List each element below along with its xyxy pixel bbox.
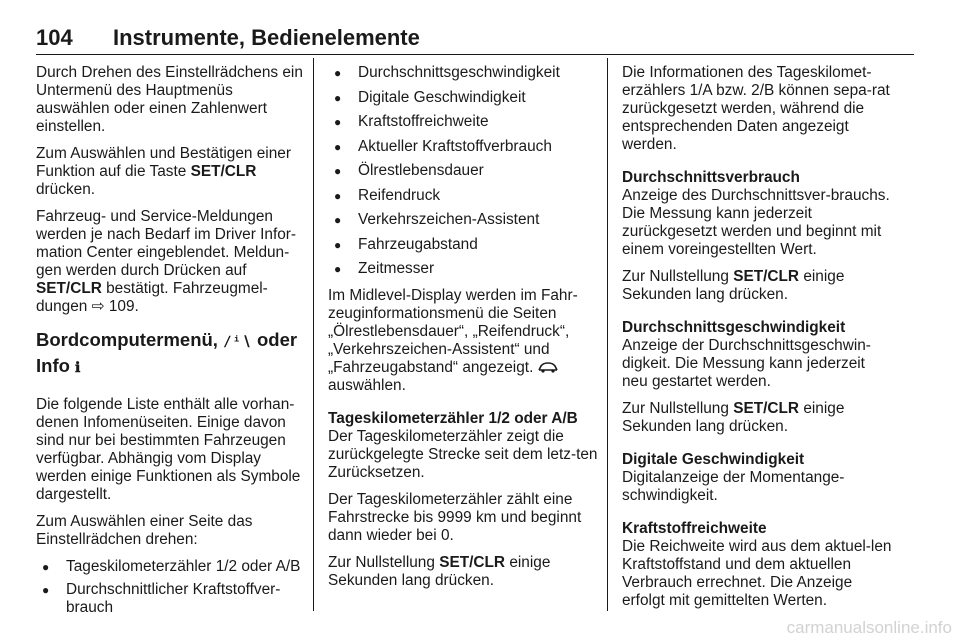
list-item: ● Fahrzeugabstand xyxy=(328,236,600,254)
subheading: Tageskilometerzähler 1/2 oder A/B xyxy=(328,410,578,427)
paragraph: Durch Drehen des Einstellrädchens ein Untermenü des Hauptmenüs auswählen oder einen Zahlenwert einstellen. xyxy=(36,64,303,135)
paragraph: Die Reichweite wird aus dem aktuel‐len Kraftstoffstand und dem aktuellen Verbrauch errechnet. Die Anzeige erfolgt mit gemittelten Werten. xyxy=(622,538,892,609)
paragraph: Im Midlevel-Display werden im Fahr‐zeuginformationsmenü die Seiten „Ölrestlebensdauer“, „Reifendruck“, „Verkehrszeichen-Assistent“ und „Fahrzeugabstand“ angezeigt. auswählen. xyxy=(328,287,578,394)
key-label: SET/CLR xyxy=(190,163,257,180)
car-icon xyxy=(538,361,558,373)
subheading: Durchschnittsgeschwindigkeit xyxy=(622,319,846,336)
section-heading: Bordcomputermenü, ∕ⁱ∖ oder Info ℹ xyxy=(36,329,298,376)
column-1 xyxy=(36,64,308,626)
page-ref-link[interactable]: 109. xyxy=(104,298,139,315)
subheading: Kraftstoffreichweite xyxy=(622,520,767,537)
subheading: Digitale Geschwindigkeit xyxy=(622,451,805,468)
trip-computer-icon: ∕ⁱ∖ xyxy=(223,334,252,350)
paragraph: Zum Auswählen einer Seite das Einstellrädchen drehen: xyxy=(36,513,253,548)
paragraph: Zur Nullstellung SET/CLR einige Sekunden lang drücken. xyxy=(622,268,845,303)
page-number: 104 xyxy=(36,25,73,50)
list-item: ● Durchschnittlicher Kraftstoffver‐brauch xyxy=(36,581,308,617)
list-item: ● Kraftstoffreichweite xyxy=(328,113,600,131)
paragraph: Digitalanzeige der Momentange‐schwindigkeit. xyxy=(622,469,845,504)
key-label: SET/CLR xyxy=(733,268,800,285)
paragraph: Anzeige des Durchschnittsver‐brauchs. Die Messung kann jederzeit zurückgesetzt werden und beginnt mit einem voreingestellten Wert. xyxy=(622,187,890,258)
bullet-list xyxy=(36,558,308,617)
column-2 xyxy=(328,64,600,599)
paragraph: Der Tageskilometerzähler zählt eine Fahrstrecke bis 9999 km und beginnt dann wieder bei 0. xyxy=(328,491,582,544)
key-label: SET/CLR xyxy=(733,400,800,417)
watermark: carmanualsonline.info xyxy=(786,618,952,637)
paragraph: Zur Nullstellung SET/CLR einige Sekunden lang drücken. xyxy=(622,400,845,435)
info-icon: ℹ xyxy=(75,360,82,376)
paragraph: Die folgende Liste enthält alle vorhan‐denen Infomenüseiten. Einige davon sind nur bei bestimmten Fahrzeugen verfügbar. Abhängig vom Display werden einige Funktionen als Symbole dargestellt. xyxy=(36,396,301,503)
list-item: ● Ölrestlebensdauer xyxy=(328,162,600,180)
paragraph: Zur Nullstellung SET/CLR einige Sekunden lang drücken. xyxy=(328,554,551,589)
subheading: Durchschnittsverbrauch xyxy=(622,169,800,186)
page-title: Instrumente, Bedienelemente xyxy=(113,25,420,50)
bullet-list xyxy=(328,64,600,278)
page-ref-icon: ⇨ xyxy=(91,298,105,315)
paragraph: Anzeige der Durchschnittsgeschwin‐digkeit. Die Messung kann jederzeit neu gestartet werden. xyxy=(622,337,871,390)
list-item: ● Verkehrszeichen-Assistent xyxy=(328,211,600,229)
paragraph: Der Tageskilometerzähler zeigt die zurückgelegte Strecke seit dem letz‐ten Zurücksetzen. xyxy=(328,428,598,481)
list-item: ● Aktueller Kraftstoffverbrauch xyxy=(328,138,600,156)
list-item: ● Zeitmesser xyxy=(328,260,600,278)
paragraph: Die Informationen des Tageskilomet‐erzählers 1/A bzw. 2/B können sepa‐rat zurückgesetzt werden, während die entsprechenden Daten angezeigt werden. xyxy=(622,64,890,153)
list-item: ● Durchschnittsgeschwindigkeit xyxy=(328,64,600,82)
column-divider xyxy=(313,58,314,611)
key-label: SET/CLR xyxy=(439,554,506,571)
page-header xyxy=(36,26,914,55)
paragraph: Zum Auswählen und Bestätigen einer Funktion auf die Taste SET/CLR drücken. xyxy=(36,145,291,198)
column-divider xyxy=(607,58,608,611)
list-item: ● Tageskilometerzähler 1/2 oder A/B xyxy=(36,558,308,576)
list-item: ● Digitale Geschwindigkeit xyxy=(328,89,600,107)
column-3 xyxy=(622,64,894,619)
paragraph: Fahrzeug- und Service-Meldungen werden je nach Bedarf im Driver Infor‐mation Center eingeblendet. Meldun‐gen werden durch Drücken auf SET/CLR bestätigt. Fahrzeugmel‐dungen ⇨ 109. xyxy=(36,208,297,315)
list-item: ● Reifendruck xyxy=(328,187,600,205)
key-label: SET/CLR xyxy=(36,280,102,297)
